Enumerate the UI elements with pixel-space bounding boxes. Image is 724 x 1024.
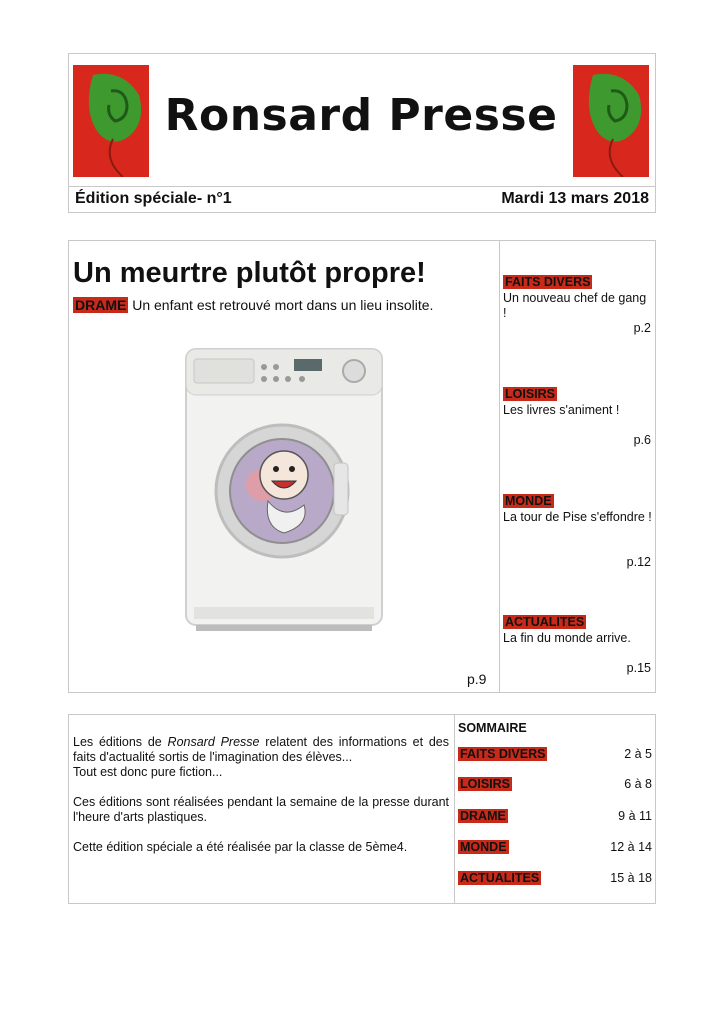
teaser-category-tag: LOISIRS bbox=[505, 387, 556, 401]
teaser-title: Un nouveau chef de gang ! bbox=[503, 291, 647, 320]
sommaire-row[interactable] bbox=[458, 871, 652, 887]
edition-row bbox=[69, 186, 655, 212]
teaser-page: p.6 bbox=[633, 433, 651, 447]
teaser-loisirs[interactable] bbox=[503, 387, 653, 418]
main-lede-text: Un enfant est retrouvé mort dans un lieu insolite. bbox=[132, 297, 434, 313]
teaser-page: p.15 bbox=[626, 661, 651, 675]
teaser-monde[interactable] bbox=[503, 494, 653, 525]
info-paragraph: Cette édition spéciale a été réalisée par la classe de 5ème4. bbox=[73, 840, 408, 854]
teaser-title: La fin du monde arrive. bbox=[503, 631, 631, 645]
main-headline[interactable]: Un meurtre plutôt propre! bbox=[73, 257, 426, 289]
sommaire-row[interactable] bbox=[458, 840, 652, 856]
teaser-page: p.12 bbox=[626, 555, 651, 569]
teaser-faits-divers[interactable] bbox=[503, 275, 653, 321]
column-divider bbox=[499, 241, 500, 692]
sommaire-row[interactable] bbox=[458, 777, 652, 793]
sommaire-range: 9 à 11 bbox=[618, 809, 652, 823]
column-divider bbox=[454, 715, 455, 903]
teaser-category-tag: ACTUALITES bbox=[505, 615, 585, 629]
sommaire-category: LOISIRS bbox=[460, 777, 511, 791]
teaser-title: La tour de Pise s'effondre ! bbox=[503, 510, 652, 524]
front-page-block bbox=[68, 240, 656, 693]
sommaire-category: DRAME bbox=[460, 809, 506, 823]
sommaire-row[interactable] bbox=[458, 809, 652, 825]
edition-date: Mardi 13 mars 2018 bbox=[501, 190, 649, 207]
ear-logo-left bbox=[73, 65, 149, 177]
edition-label: Édition spéciale- n°1 bbox=[75, 190, 232, 207]
sommaire-row[interactable] bbox=[458, 747, 652, 763]
info-text bbox=[73, 735, 449, 870]
teaser-page: p.2 bbox=[633, 321, 651, 335]
washing-machine-illustration bbox=[184, 345, 384, 645]
main-lede bbox=[73, 297, 433, 313]
info-block bbox=[68, 714, 656, 904]
info-paragraph: Les éditions de Ronsard Presse relatent des informations et des faits d'actualité sortis de l'imagination des élèves... Tout est donc pure fiction... bbox=[73, 735, 450, 779]
teaser-actualites[interactable] bbox=[503, 615, 653, 646]
sommaire-category: ACTUALITES bbox=[460, 871, 540, 885]
sommaire-category: MONDE bbox=[460, 840, 507, 854]
masthead bbox=[68, 53, 656, 213]
main-category-tag: DRAME bbox=[75, 297, 127, 313]
sommaire-range: 15 à 18 bbox=[610, 871, 652, 885]
sommaire-range: 2 à 5 bbox=[624, 747, 652, 761]
paper-title: Ronsard Presse bbox=[164, 90, 558, 141]
teaser-category-tag: MONDE bbox=[505, 494, 552, 508]
teaser-title: Les livres s'animent ! bbox=[503, 403, 620, 417]
info-paper-name: Ronsard Presse bbox=[167, 735, 260, 749]
info-paragraph: Ces éditions sont réalisées pendant la semaine de la presse durant l'heure d'arts plastiques. bbox=[73, 795, 449, 824]
sommaire-range: 6 à 8 bbox=[624, 777, 652, 791]
sommaire-category: FAITS DIVERS bbox=[460, 747, 546, 761]
ear-logo-right bbox=[573, 65, 649, 177]
sommaire-title: SOMMAIRE bbox=[458, 721, 527, 735]
title-row bbox=[69, 54, 655, 187]
sommaire-range: 12 à 14 bbox=[610, 840, 652, 854]
teaser-category-tag: FAITS DIVERS bbox=[505, 275, 591, 289]
main-article-page: p.9 bbox=[467, 671, 487, 687]
